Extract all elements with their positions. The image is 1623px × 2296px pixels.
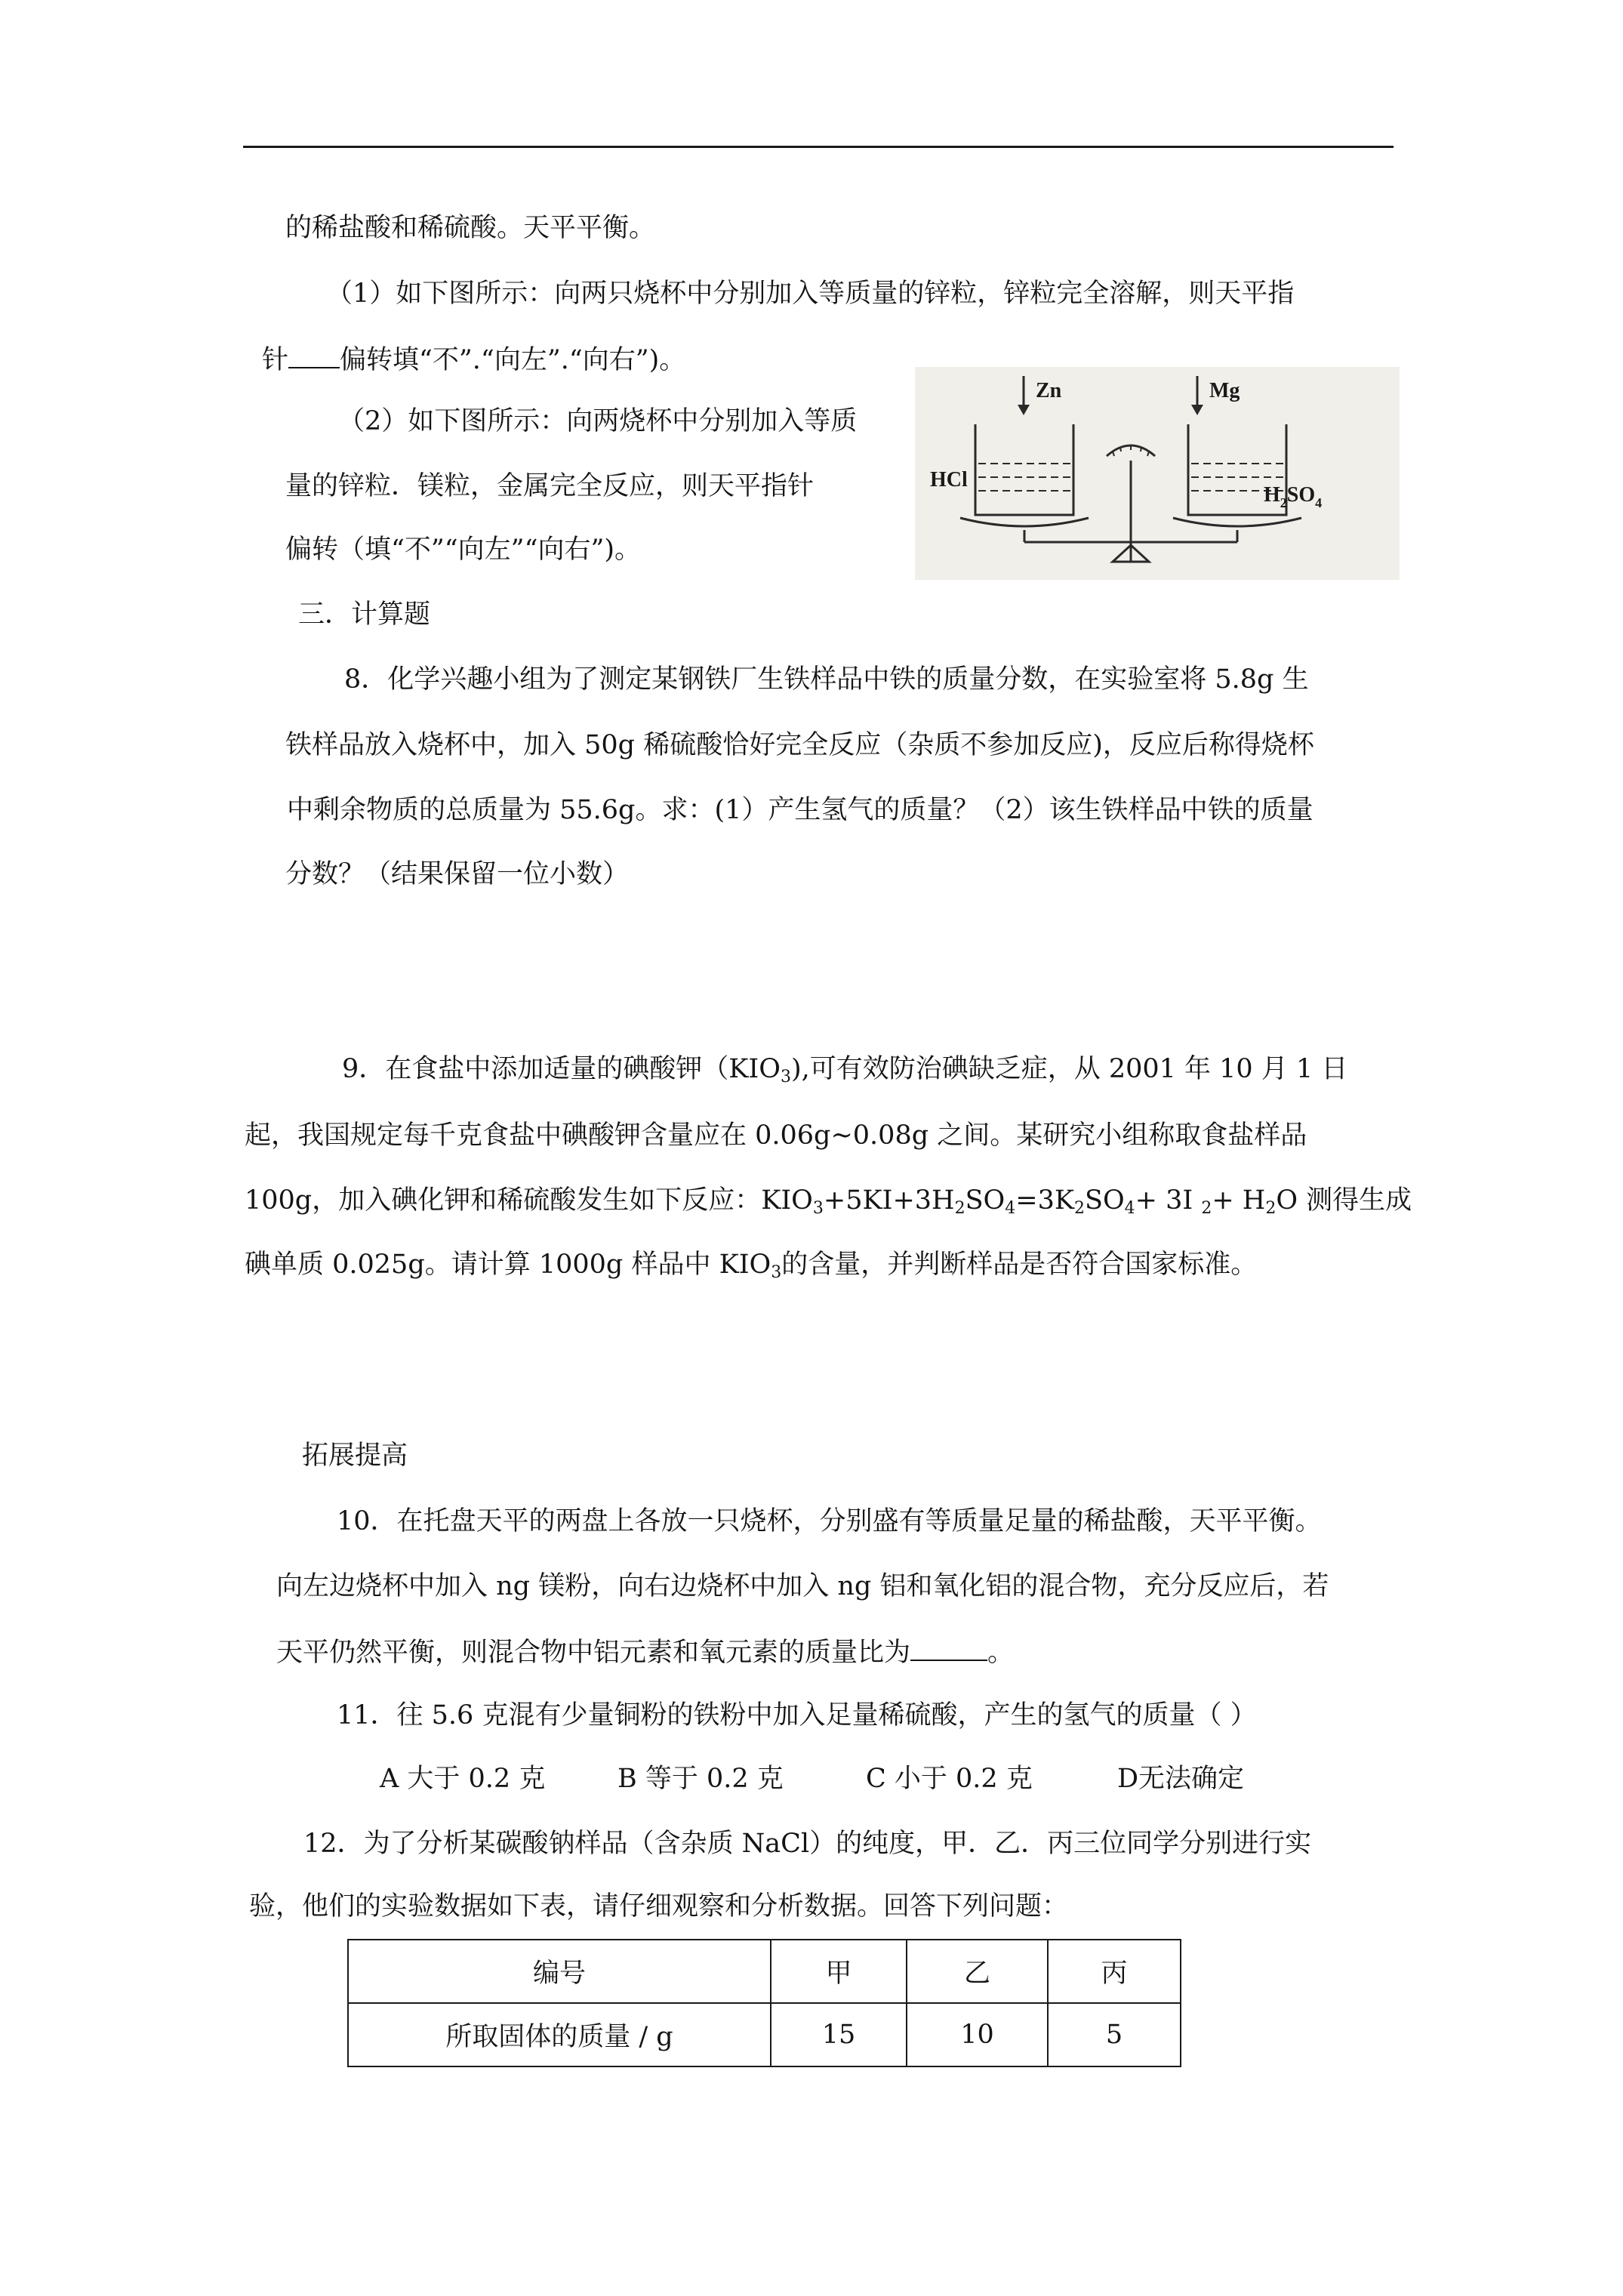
question-1-suffix: 偏转填“不”.“向左”.“向右”)。 xyxy=(340,345,686,375)
question-9-line-3 xyxy=(245,1184,1412,1217)
equation-part: SO xyxy=(1085,1185,1125,1216)
table-header-cell: 编号 xyxy=(348,1940,771,2003)
question-9-text: 9．在食盐中添加适量的碘酸钾（KIO xyxy=(342,1054,781,1084)
equation-part: =3K xyxy=(1015,1185,1074,1216)
subscript: 2 xyxy=(1201,1199,1212,1218)
equation-part: + H xyxy=(1212,1185,1266,1216)
equation-part: +5KI+3H xyxy=(823,1185,955,1216)
table-header-cell: 甲 xyxy=(771,1940,907,2003)
table-cell: 15 xyxy=(771,2003,907,2066)
question-1-prefix: 针 xyxy=(262,345,289,375)
question-9-line-1 xyxy=(342,1052,1347,1086)
question-8-line-3: 中剩余物质的总质量为 55.6g。求：(1）产生氢气的质量？（2）该生铁样品中铁的质量 xyxy=(287,795,1313,825)
table-row xyxy=(348,1940,1181,2003)
question-10-line-3 xyxy=(276,1634,1014,1669)
equation-part: + 3I xyxy=(1135,1185,1202,1216)
data-table xyxy=(347,1939,1181,2067)
option-b: B 等于 0.2 克 xyxy=(617,1764,784,1794)
question-9-text: 碘单质 0.025g。请计算 1000g 样品中 KIO xyxy=(245,1250,771,1280)
subscript: 3 xyxy=(812,1199,824,1218)
header-rule xyxy=(243,146,1394,148)
section-heading: 三．计算题 xyxy=(298,599,431,630)
question-9-text: ),可有效防治碘缺乏症，从 2001 年 10 月 1 日 xyxy=(790,1054,1348,1084)
question-9-text: 的含量，并判断样品是否符合国家标准。 xyxy=(781,1250,1258,1280)
option-d: D无法确定 xyxy=(1117,1764,1245,1794)
question-10-text: 天平仍然平衡，则混合物中铝元素和氧元素的质量比为 xyxy=(276,1638,911,1668)
subscript: 2 xyxy=(1074,1199,1085,1218)
table-cell: 所取固体的质量 / g xyxy=(348,2003,771,2066)
question-9-line-4 xyxy=(245,1248,1257,1281)
question-8-line-4: 分数？（结果保留一位小数） xyxy=(285,859,630,889)
question-1-line-1: （1）如下图所示：向两只烧杯中分别加入等质量的锌粒，锌粒完全溶解，则天平指 xyxy=(326,279,1295,309)
text-line: 的稀盐酸和稀硫酸。天平平衡。 xyxy=(285,213,656,243)
right-metal-label: Mg xyxy=(1209,379,1240,402)
question-8-line-1: 8．化学兴趣小组为了测定某钢铁厂生铁样品中铁的质量分数，在实验室将 5.8g 生 xyxy=(344,664,1309,695)
right-acid-label: $H_2SO_4$ xyxy=(1264,483,1323,510)
table-cell: 10 xyxy=(907,2003,1048,2066)
balance-diagram xyxy=(915,367,1400,580)
balance-figure xyxy=(915,367,1400,580)
subscript: 2 xyxy=(954,1199,965,1218)
table-cell: 5 xyxy=(1048,2003,1181,2066)
question-2-line-2: 量的锌粒．镁粒，金属完全反应，则天平指针 xyxy=(285,471,815,501)
option-c: C 小于 0.2 克 xyxy=(866,1764,1033,1794)
question-12-line-1: 12．为了分析某碳酸钠样品（含杂质 NaCl）的纯度，甲．乙．丙三位同学分别进行实 xyxy=(303,1829,1312,1859)
subscript: 4 xyxy=(1005,1199,1016,1218)
answer-blank xyxy=(288,341,340,368)
subscript: 3 xyxy=(780,1068,791,1086)
subscript: 2 xyxy=(1265,1199,1277,1218)
question-9-line-2: 起，我国规定每千克食盐中碘酸钾含量应在 0.06g~0.08g 之间。某研究小组称取食盐样品 xyxy=(245,1120,1307,1151)
question-8-line-2: 铁样品放入烧杯中，加入 50g 稀硫酸恰好完全反应（杂质不参加反应)，反应后称得烧杯 xyxy=(285,730,1314,760)
question-10-line-1: 10．在托盘天平的两盘上各放一只烧杯，分别盛有等质量足量的稀盐酸，天平平衡。 xyxy=(337,1506,1322,1536)
equation-part: O 测得生成 xyxy=(1276,1185,1412,1216)
option-a: A 大于 0.2 克 xyxy=(380,1764,546,1794)
table-header-cell: 乙 xyxy=(907,1940,1048,2003)
question-2-line-3: 偏转（填“不”“向左”“向右”)。 xyxy=(285,535,642,565)
left-metal-label: Zn xyxy=(1036,379,1062,402)
question-2-line-1: （2）如下图所示：向两烧杯中分别加入等质 xyxy=(338,406,858,436)
table-header-cell: 丙 xyxy=(1048,1940,1181,2003)
question-11-stem: 11．往 5.6 克混有少量铜粉的铁粉中加入足量稀硫酸，产生的氢气的质量（ ） xyxy=(337,1700,1257,1730)
subscript: 4 xyxy=(1124,1199,1135,1218)
equation-part: SO xyxy=(965,1185,1006,1216)
answer-blank xyxy=(910,1634,987,1661)
table-row xyxy=(348,2003,1181,2066)
left-acid-label: HCl xyxy=(930,468,968,492)
question-10-line-2: 向左边烧杯中加入 ng 镁粉，向右边烧杯中加入 ng 铝和氧化铝的混合物，充分反应后，若 xyxy=(276,1571,1329,1601)
question-12-line-2: 验，他们的实验数据如下表，请仔细观察和分析数据。回答下列问题： xyxy=(249,1891,1069,1922)
subscript: 3 xyxy=(771,1263,782,1282)
equation-part: 100g，加入碘化钾和稀硫酸发生如下反应：KIO xyxy=(245,1185,813,1216)
question-1-line-2 xyxy=(262,341,685,377)
extension-heading: 拓展提高 xyxy=(302,1441,408,1471)
question-10-text: 。 xyxy=(987,1638,1015,1668)
